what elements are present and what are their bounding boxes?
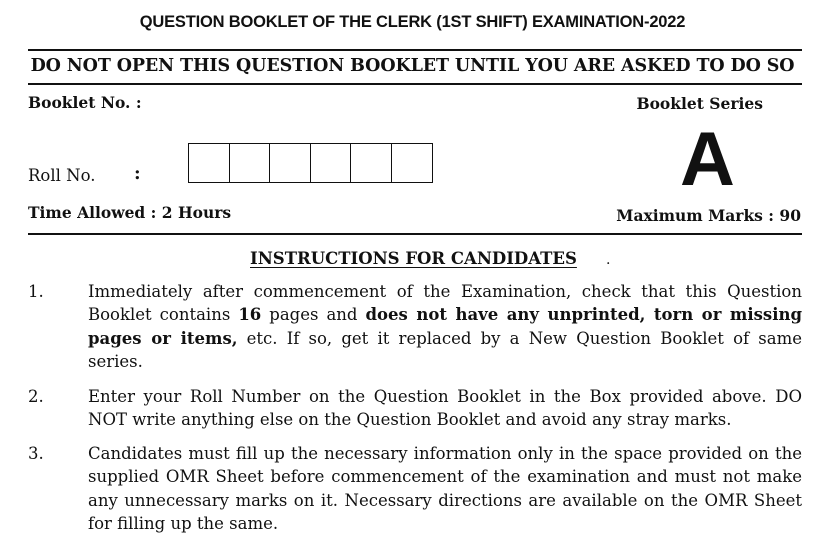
instruction-emphasis: 16 [238,305,262,325]
time-allowed: Time Allowed : 2 Hours [28,203,232,222]
instruction-number: 3. [28,444,44,463]
roll-no-digit-box[interactable] [392,144,433,182]
instruction-text [88,442,802,536]
instruction-run: pages and [261,305,366,325]
roll-no-digit-box[interactable] [311,144,352,182]
instruction-text [88,385,802,432]
instructions-heading: INSTRUCTIONS FOR CANDIDATES [250,249,577,268]
instruction-run: Candidates must fill up the necessary information only in the space provided on the supplied OMR Sheet before commencement of the examination and must not make any unnecessary marks on it. Necessary directions are available on the OMR Sheet for filling up the same. [88,444,802,534]
instruction-item [28,442,802,536]
instruction-emphasis: does not have any unprinted, torn or missing pages or items, [88,305,802,348]
instruction-run: Immediately after commencement of the Examination, check that this Question Booklet contains [88,282,802,325]
divider-top [28,49,802,51]
document-title: QUESTION BOOKLET OF THE CLERK (1ST SHIFT) EXAMINATION-2022 [139,13,686,31]
warning-banner: DO NOT OPEN THIS QUESTION BOOKLET UNTIL YOU ARE ASKED TO DO SO [30,56,795,76]
roll-no-colon: : [134,163,141,184]
instruction-text [88,280,802,374]
instruction-number: 1. [28,282,44,301]
roll-no-digit-box[interactable] [351,144,392,182]
instruction-number: 2. [28,387,44,406]
roll-no-digit-box[interactable] [230,144,271,182]
roll-no-label: Roll No. [28,166,96,185]
divider-details [28,233,802,235]
booklet-series-label: Booklet Series [636,94,763,113]
instruction-item [28,385,802,432]
roll-no-digit-box[interactable] [270,144,311,182]
instruction-item [28,280,802,374]
roll-no-boxes[interactable] [188,143,433,183]
maximum-marks: Maximum Marks : 90 [616,206,801,225]
booklet-series-letter: A [680,117,735,202]
instruction-run: Enter your Roll Number on the Question Booklet in the Box provided above. DO NOT write anything else on the Question Booklet and avoid any stray marks. [88,387,802,430]
booklet-no-label: Booklet No. : [28,93,142,112]
divider-under-warning [28,83,802,85]
stray-dot: . [606,252,611,268]
roll-no-digit-box[interactable] [189,144,230,182]
instruction-run: etc. If so, get it replaced by a New Question Booklet of same series. [88,328,802,372]
